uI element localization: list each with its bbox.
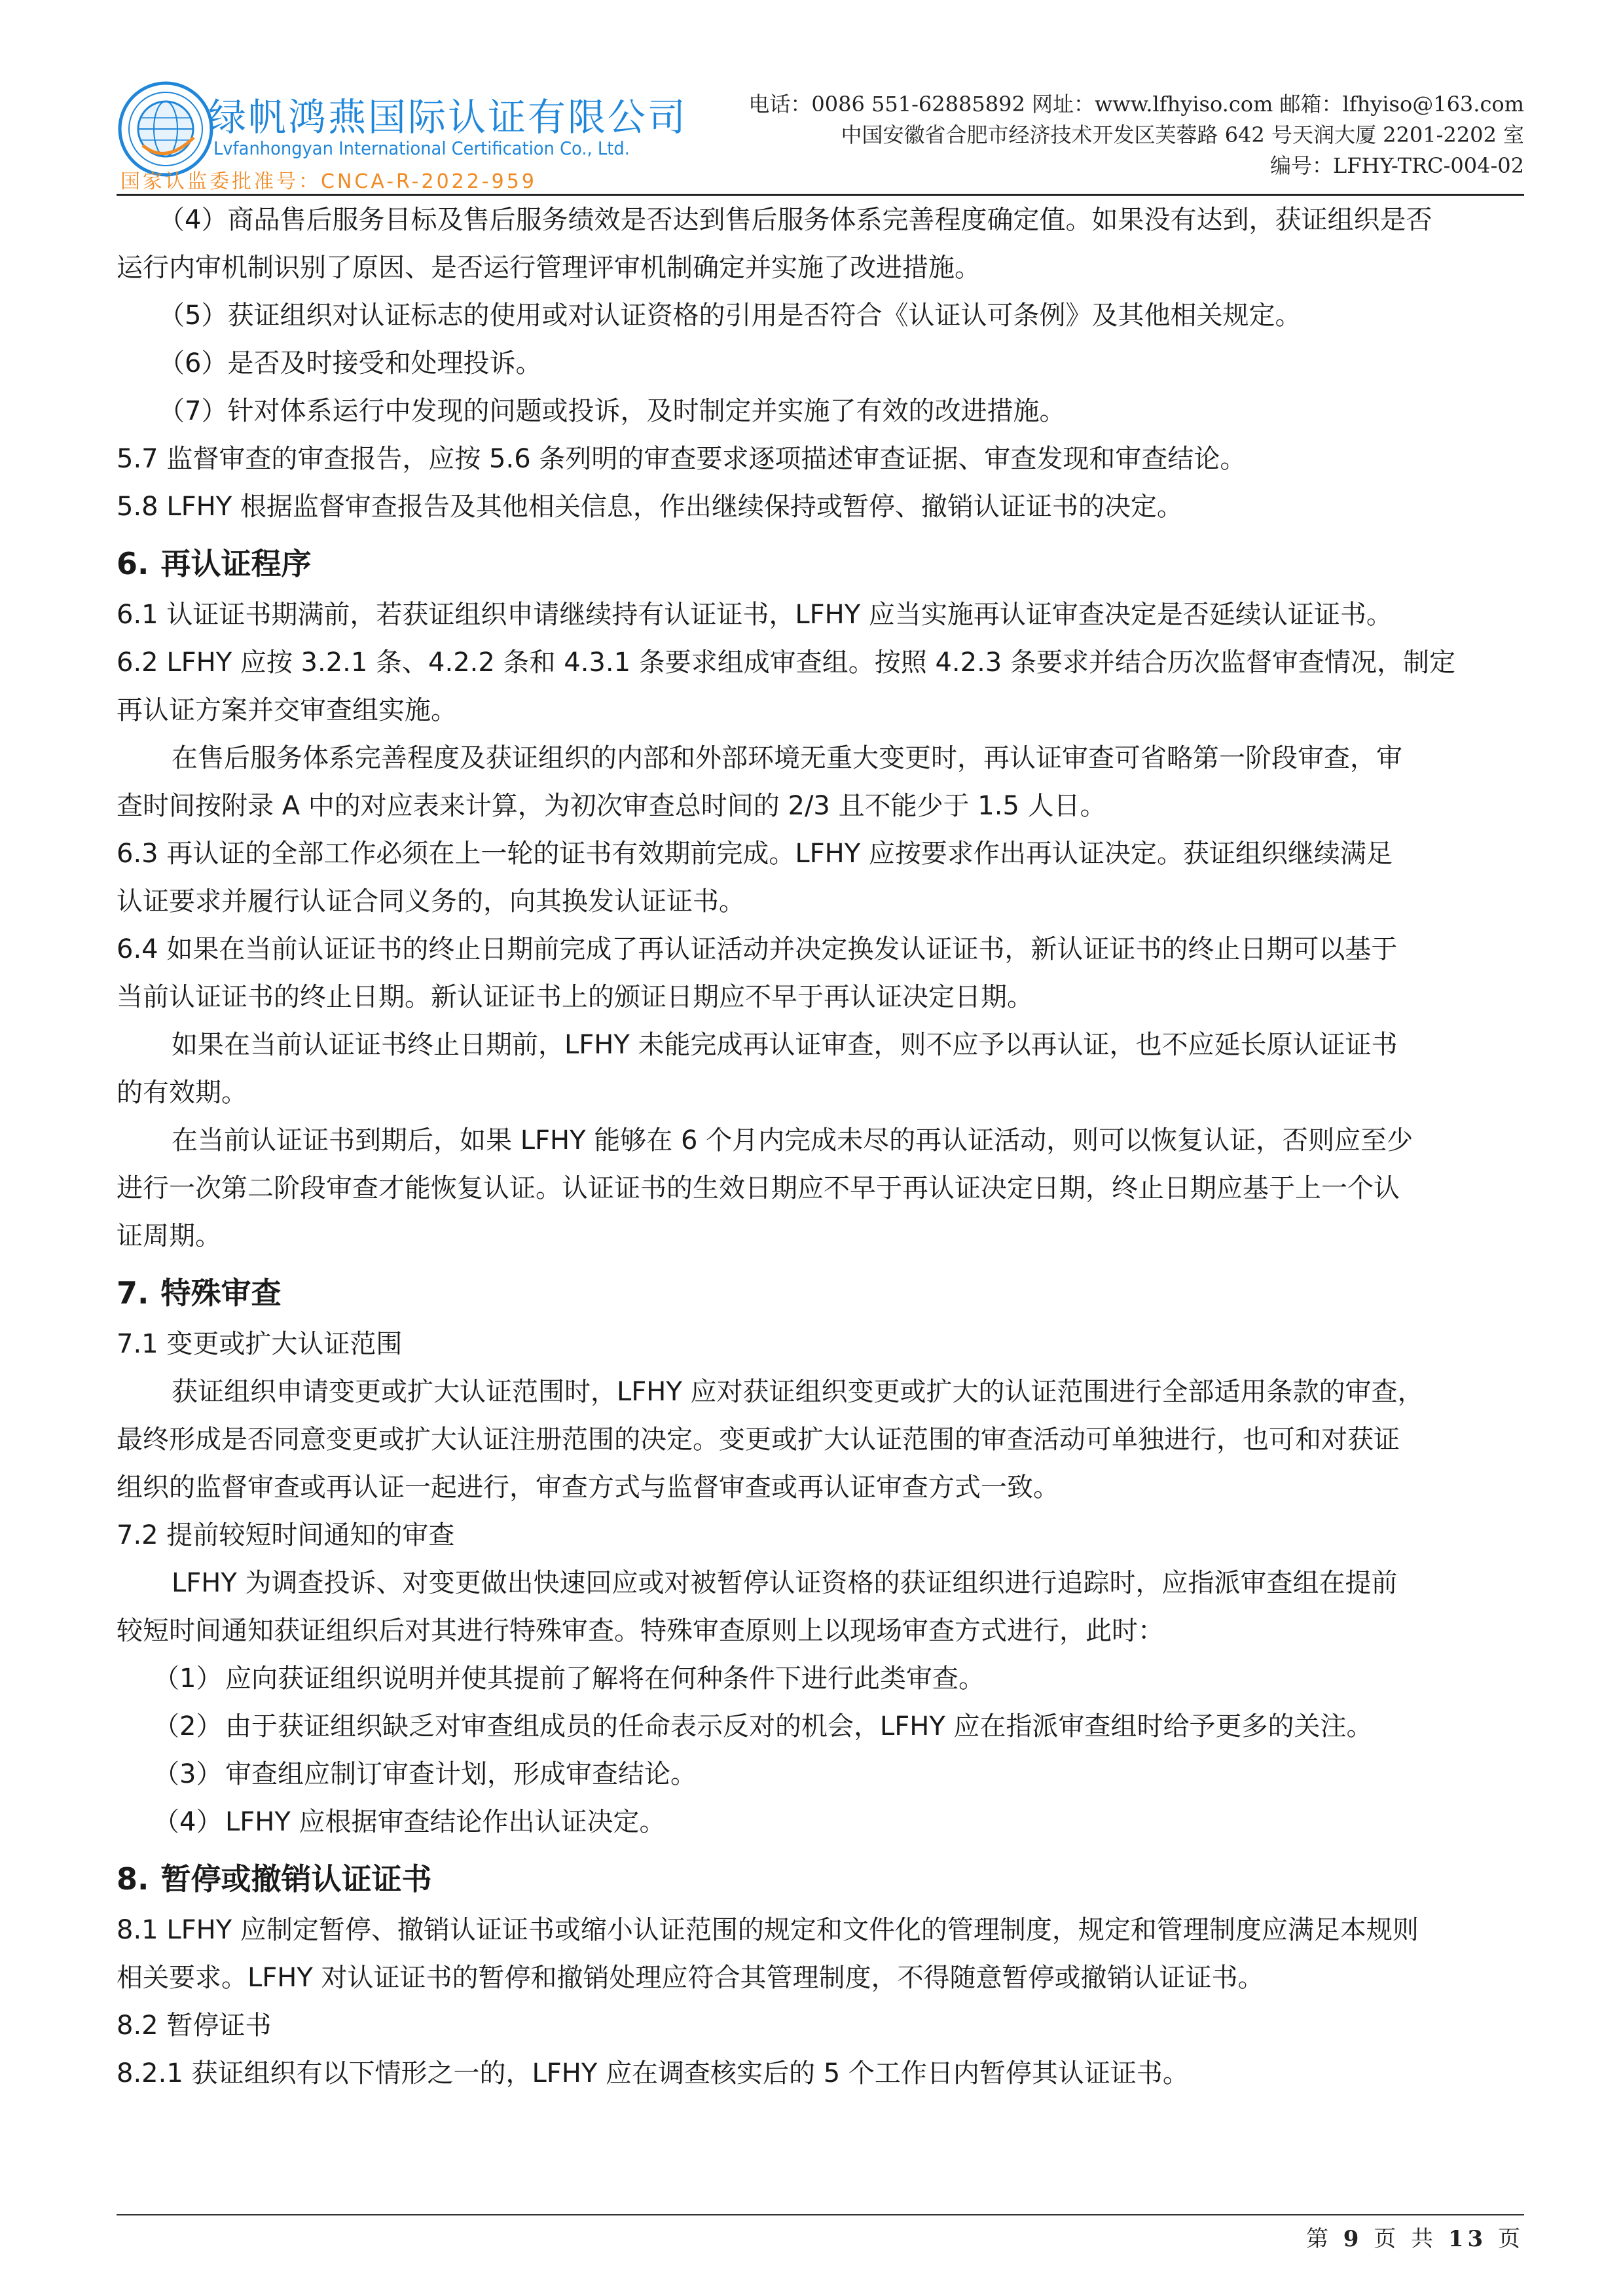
globe-seal-icon: [117, 80, 215, 178]
list-number: （3）: [153, 1759, 223, 1789]
section-title: 再认证程序: [160, 546, 312, 581]
list-number: （1）: [153, 1664, 223, 1694]
paragraph: 在当前认证证书到期后，如果 LFHY 能够在 6 个月内完成未尽的再认证活动，则可以恢复认证，否则应至少: [172, 1125, 1413, 1156]
page-number: [1306, 2221, 1524, 2253]
contact-block: [748, 89, 1524, 181]
company-name-cn: 绿帆鸿燕国际认证有限公司: [208, 95, 688, 139]
contact-line: 电话：0086 551-62885892 网址：www.lfhyiso.com 邮箱：lfhyiso@163.com: [748, 92, 1524, 117]
company-name-en: Lvfanhongyan International Certification Co., Ltd.: [213, 137, 630, 159]
paragraph: 组织的监督审查或再认证一起进行，审查方式与监督审查或再认证审查方式一致。: [117, 1472, 1059, 1503]
clause-6-3: 6.3 再认证的全部工作必须在上一轮的证书有效期前完成。LFHY 应按要求作出再认证决定。获证组织继续满足: [117, 839, 1393, 869]
section-heading-6: [117, 536, 1524, 591]
paragraph: 运行内审机制识别了原因、是否运行管理评审机制确定并实施了改进措施。: [117, 253, 981, 283]
list-item: [117, 1703, 1524, 1751]
page-prefix: 第: [1305, 2226, 1332, 2252]
list-text: 由于获证组织缺乏对审查组成员的任命表示反对的机会，LFHY 应在指派审查组时给予更多的关注。: [225, 1711, 1373, 1741]
paragraph: （5）获证组织对认证标志的使用或对认证资格的引用是否符合《认证认可条例》及其他相关规定。: [158, 301, 1302, 331]
list-text: 应向获证组织说明并使其提前了解将在何种条件下进行此类审查。: [225, 1664, 985, 1694]
paragraph: 相关要求。LFHY 对认证证书的暂停和撤销处理应符合其管理制度，不得随意暂停或撤销认证证书。: [117, 1963, 1264, 1993]
section-number: 7.: [117, 1275, 149, 1311]
list-number: （2）: [153, 1711, 223, 1741]
page-suffix: 页: [1498, 2226, 1524, 2252]
footer-divider: [117, 2214, 1524, 2215]
paragraph: 如果在当前认证证书终止日期前，LFHY 未能完成再认证审查，则不应予以再认证，也不应延长原认证证书: [172, 1030, 1398, 1060]
section-number: 6.: [117, 546, 149, 581]
clause-5-7: 5.7 监督审查的审查报告，应按 5.6 条列明的审查要求逐项描述审查证据、审查发现和审查结论。: [117, 444, 1247, 474]
paragraph: 最终形成是否同意变更或扩大认证注册范围的决定。变更或扩大认证范围的审查活动可单独进行，也可和对获证: [117, 1425, 1400, 1455]
document-body: [117, 196, 1524, 2098]
section-title: 特殊审查: [160, 1275, 282, 1311]
page-mid: 页 共: [1374, 2226, 1438, 2252]
paragraph: 认证要求并履行认证合同义务的，向其换发认证证书。: [117, 886, 745, 917]
document-number: 编号：LFHY-TRC-004-02: [1270, 153, 1524, 178]
paragraph: 进行一次第二阶段审查才能恢复认证。认证证书的生效日期应不早于再认证决定日期，终止日期应基于上一个认: [117, 1173, 1400, 1203]
paragraph: 在售后服务体系完善程度及获证组织的内部和外部环境无重大变更时，再认证审查可省略第一阶段审查，审: [172, 743, 1402, 773]
address-line: 中国安徽省合肥市经济技术开发区芙蓉路 642 号天润大厦 2201-2202 室: [841, 122, 1524, 147]
paragraph: 查时间按附录 A 中的对应表来计算，为初次审查总时间的 2/3 且不能少于 1.5 人日。: [117, 791, 1106, 821]
list-text: 审查组应制订审查计划，形成审查结论。: [225, 1759, 697, 1789]
clause-6-1: 6.1 认证证书期满前，若获证组织申请继续持有认证证书，LFHY 应当实施再认证审查决定是否延续认证证书。: [117, 600, 1393, 630]
paragraph: 的有效期。: [117, 1078, 247, 1108]
paragraph: 获证组织申请变更或扩大认证范围时，LFHY 应对获证组织变更或扩大的认证范围进行全部适用条款的审查，: [172, 1377, 1424, 1407]
paragraph: 证周期。: [117, 1221, 221, 1251]
section-number: 8.: [117, 1861, 149, 1897]
paragraph: LFHY 为调查投诉、对变更做出快速回应或对被暂停认证资格的获证组织进行追踪时，应指派审查组在提前: [172, 1568, 1398, 1598]
paragraph: 较短时间通知获证组织后对其进行特殊审查。特殊审查原则上以现场审查方式进行，此时：: [117, 1616, 1164, 1646]
section-title: 暂停或撤销认证证书: [160, 1861, 432, 1897]
clause-8-1: 8.1 LFHY 应制定暂停、撤销认证证书或缩小认证范围的规定和文件化的管理制度，规定和管理制度应满足本规则: [117, 1915, 1419, 1945]
paragraph: （4）商品售后服务目标及售后服务绩效是否达到售后服务体系完善程度确定值。如果没有达到，获证组织是否: [158, 205, 1432, 235]
list-item: [117, 1751, 1524, 1798]
list-item: [117, 1798, 1524, 1846]
paragraph: 再认证方案并交审查组实施。: [117, 695, 457, 725]
paragraph: 当前认证证书的终止日期。新认证证书上的颁证日期应不早于再认证决定日期。: [117, 982, 1033, 1012]
clause-6-2: 6.2 LFHY 应按 3.2.1 条、4.2.2 条和 4.3.1 条要求组成审查组。按照 4.2.3 条要求并结合历次监督审查情况，制定: [117, 647, 1455, 678]
list-number: （4）: [153, 1807, 223, 1837]
total-pages: 13: [1448, 2226, 1487, 2252]
clause-8-2-1: 8.2.1 获证组织有以下情形之一的，LFHY 应在调查核实后的 5 个工作日内暂停其认证证书。: [117, 2058, 1189, 2088]
current-page: 9: [1343, 2226, 1363, 2252]
list-item: [117, 1655, 1524, 1703]
approval-number: 国家认监委批准号：CNCA-R-2022-959: [120, 170, 537, 193]
clause-6-4: 6.4 如果在当前认证证书的终止日期前完成了再认证活动并决定换发认证证书，新认证证书的终止日期可以基于: [117, 934, 1398, 964]
paragraph: （6）是否及时接受和处理投诉。: [158, 348, 542, 378]
clause-7-1: 7.1 变更或扩大认证范围: [117, 1329, 403, 1359]
section-heading-8: [117, 1851, 1524, 1906]
section-heading-7: [117, 1266, 1524, 1321]
paragraph: （7）针对体系运行中发现的问题或投诉，及时制定并实施了有效的改进措施。: [158, 396, 1066, 426]
clause-8-2: 8.2 暂停证书: [117, 2011, 272, 2041]
clause-7-2: 7.2 提前较短时间通知的审查: [117, 1520, 455, 1550]
list-text: LFHY 应根据审查结论作出认证决定。: [225, 1807, 666, 1837]
page-header: [117, 73, 1524, 199]
clause-5-8: 5.8 LFHY 根据监督审查报告及其他相关信息，作出继续保持或暂停、撤销认证证书的决定。: [117, 492, 1183, 522]
header-divider: [117, 194, 1524, 196]
